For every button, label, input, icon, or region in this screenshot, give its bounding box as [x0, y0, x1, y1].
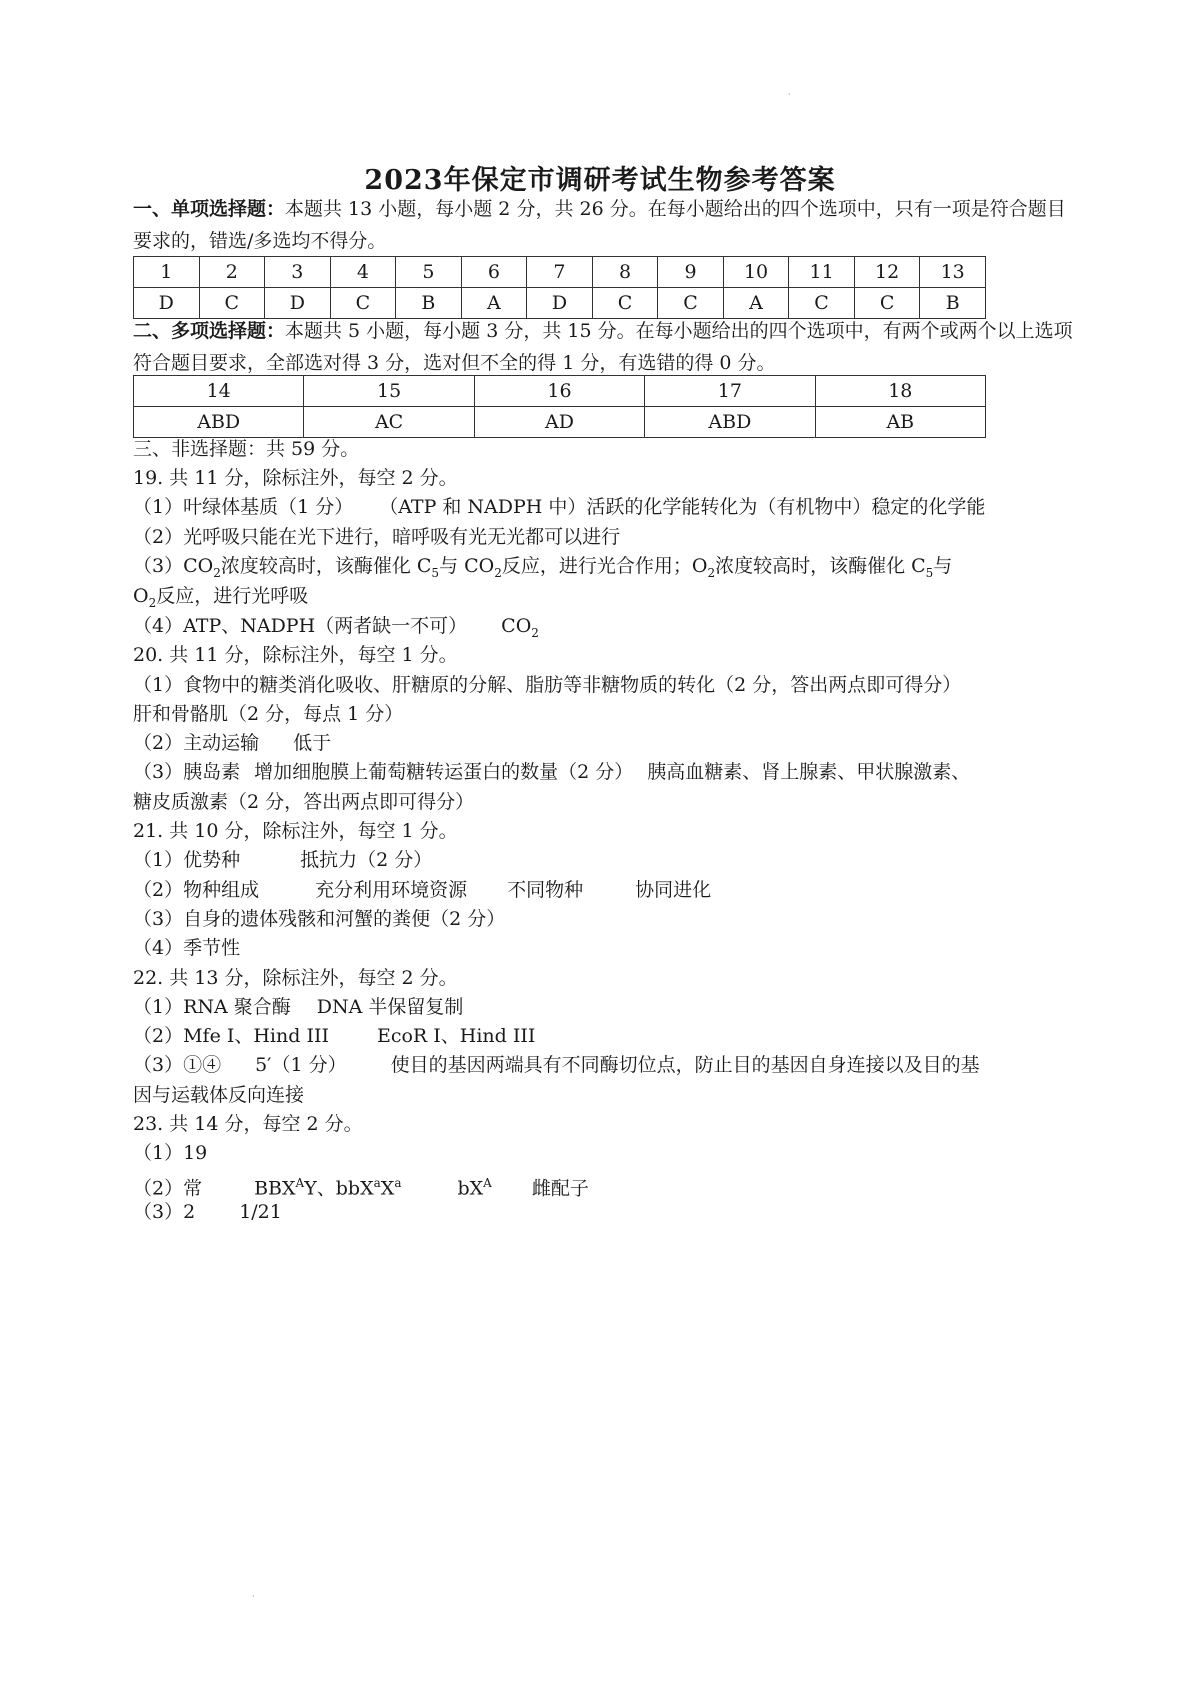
scan-speck: · [788, 90, 791, 99]
section1-numbers-cell: 2 [199, 257, 265, 288]
section1-answers-cell: C [789, 288, 855, 319]
section1-number-row [134, 257, 986, 288]
subscript: 2 [148, 595, 157, 610]
section1-numbers-cell: 1 [134, 257, 200, 288]
section1-instructions [133, 194, 1073, 257]
section1-numbers-cell: 3 [265, 257, 331, 288]
scan-speck: · [252, 1592, 255, 1601]
section1-numbers-cell: 7 [527, 257, 593, 288]
superscript: a [373, 1176, 381, 1190]
section2-numbers-cell: 16 [474, 376, 644, 407]
section1-numbers-cell: 8 [592, 257, 658, 288]
section1-numbers-cell: 9 [658, 257, 724, 288]
q21-answer-1a: （1）优势种 [133, 849, 241, 871]
q23-answer-3 [133, 1197, 1093, 1227]
q22-answer-1 [133, 992, 1093, 1022]
section3-text: 共 59 分。 [266, 438, 360, 460]
q23-head: 23. 共 14 分，每空 2 分。 [133, 1113, 363, 1135]
page-title: 2023年保定市调研考试生物参考答案 [364, 165, 836, 196]
section1-text: 本题共 13 小题，每小题 2 分，共 26 分。在每小题给出的四个选项中，只有一项是符合题目要求的，错选/多选均不得分。 [133, 198, 1066, 252]
q23-answer-2d: 雌配子 [531, 1177, 589, 1200]
q19-answer-1 [133, 492, 1093, 522]
q20-answer-1b: 肝和骨骼肌（2 分，每点 1 分） [133, 703, 404, 725]
q22-answer-2a: （2）Mfe I、Hind III [133, 1025, 329, 1047]
q21-answer-3: （3）自身的遗体残骸和河蟹的粪便（2 分） [133, 908, 506, 930]
section2-number-row [134, 376, 986, 407]
superscript: A [483, 1176, 492, 1190]
section2-answer-row [134, 407, 986, 438]
q20-answer-3-cont: 糖皮质激素（2 分，答出两点即可得分） [133, 791, 475, 813]
q21-answer-2c: 不同物种 [507, 879, 584, 901]
section1-answers-cell: D [134, 288, 200, 319]
q19-a3-part: 浓度较高时，该酶催化 C [220, 555, 432, 577]
section1-answers-cell: C [330, 288, 396, 319]
section2-answer-table [133, 375, 986, 438]
q22-answer-3 [133, 1050, 1093, 1080]
q22-answer-3-cont: 因与运载体反向连接 [133, 1084, 305, 1106]
q21-answer-4: （4）季节性 [133, 937, 241, 959]
section1-answers-cell: C [199, 288, 265, 319]
section3-label: 三、非选择题： [133, 438, 267, 460]
section2-numbers-cell: 18 [815, 376, 985, 407]
q19-a3-part: 反应，进行光合作用；O [501, 555, 708, 577]
q20-answer-2a: （2）主动运输 [133, 732, 260, 754]
section1-answers-cell: C [592, 288, 658, 319]
section2-label: 二、多项选择题： [133, 320, 286, 342]
subscript: 2 [707, 565, 716, 580]
q23-answer-1: （1）19 [133, 1142, 208, 1164]
q21-answer-1b: 抵抗力（2 分） [300, 849, 433, 871]
section2-numbers-cell: 14 [134, 376, 304, 407]
section2-answers-cell: AB [815, 407, 985, 438]
section1-numbers-cell: 13 [920, 257, 986, 288]
section1-numbers-cell: 12 [854, 257, 920, 288]
q20-answer-3c: 胰高血糖素、肾上腺素、甲状腺激素、 [647, 761, 971, 783]
section1-numbers-cell: 5 [396, 257, 462, 288]
q21-answer-2 [133, 875, 1093, 905]
q19-a3-part: 反应，进行光呼吸 [156, 585, 309, 607]
section1-answers-cell: A [723, 288, 789, 319]
q22-answer-1a: （1）RNA 聚合酶 [133, 996, 291, 1018]
section1-numbers-cell: 4 [330, 257, 396, 288]
q20-answer-3 [133, 757, 1093, 787]
section2-answers-cell: ABD [134, 407, 304, 438]
section1-answers-cell: B [920, 288, 986, 319]
q20-answer-3b: 增加细胞膜上葡萄糖转运蛋白的数量（2 分） [254, 761, 634, 783]
q20-answer-2b: 低于 [293, 732, 332, 754]
section1-answers-cell: D [265, 288, 331, 319]
q19-a3-part: O [133, 585, 149, 607]
section1-answers-cell: A [461, 288, 527, 319]
q21-answer-1 [133, 845, 1093, 875]
q22-answer-3c: 使目的基因两端具有不同酶切位点，防止目的基因自身连接以及目的基 [390, 1054, 980, 1076]
section2-answers-cell: AC [304, 407, 474, 438]
q22-answer-1b: DNA 半保留复制 [316, 996, 464, 1018]
q21-answer-2a: （2）物种组成 [133, 879, 260, 901]
section1-numbers-cell: 6 [461, 257, 527, 288]
q22-answer-2b: EcoR I、Hind III [376, 1025, 536, 1047]
subscript: 2 [494, 565, 502, 580]
section1-answers-cell: C [658, 288, 724, 319]
genotype-part: bX [457, 1177, 484, 1200]
q21-head: 21. 共 10 分，除标注外，每空 1 分。 [133, 820, 458, 842]
q22-answer-3a: （3）①④ [133, 1054, 222, 1076]
section2-answers-cell: AD [474, 407, 644, 438]
q21-answer-2d: 协同进化 [635, 879, 712, 901]
q20-answer-1: （1）食物中的糖类消化吸收、肝糖原的分解、脂肪等非糖物质的转化（2 分，答出两点即可得分） [133, 674, 962, 696]
section1-numbers-cell: 11 [789, 257, 855, 288]
q21-answer-2b: 充分利用环境资源 [315, 879, 468, 901]
section2-text: 本题共 5 小题，每小题 3 分，共 15 分。在每小题给出的四个选项中，有两个或两个以上选项符合题目要求，全部选对得 3 分，选对但不全的得 1 分，有选错的得 0 分。 [133, 320, 1073, 374]
section1-answers-cell: B [396, 288, 462, 319]
section1-answers-cell: C [854, 288, 920, 319]
section1-answer-row [134, 288, 986, 319]
q19-answer-1b: （ATP 和 NADPH 中）活跃的化学能转化为（有机物中）稳定的化学能 [379, 496, 986, 518]
q19-head: 19. 共 11 分，除标注外，每空 2 分。 [133, 467, 458, 489]
q19-a3-part: 浓度较高时，该酶催化 C [715, 555, 926, 577]
section1-numbers-cell: 10 [723, 257, 789, 288]
q19-a3-part: 与 [933, 555, 953, 577]
q23-answer-3a: （3）2 [133, 1201, 196, 1223]
q19-answer-2: （2）光呼吸只能在光下进行，暗呼吸有光无光都可以进行 [133, 526, 621, 548]
section1-answer-table [133, 256, 986, 319]
q22-head: 22. 共 13 分，除标注外，每空 2 分。 [133, 967, 458, 989]
q19-a3-part: （3）CO [133, 555, 214, 577]
q20-answer-3a: （3）胰岛素 [133, 761, 241, 783]
genotype-part: Y、bbX [304, 1177, 374, 1200]
section2-numbers-cell: 15 [304, 376, 474, 407]
subscript: 5 [431, 565, 440, 580]
q23-answer-2a: （2）常 [133, 1177, 203, 1200]
q19-answer-1a: （1）叶绿体基质（1 分） [133, 496, 354, 518]
section2-answers-cell: ABD [645, 407, 815, 438]
q22-answer-2 [133, 1021, 1093, 1051]
subscript: 2 [213, 565, 221, 580]
subscript: 5 [925, 565, 934, 580]
q19-answer-4a: （4）ATP、NADPH（两者缺一不可） [133, 615, 468, 637]
subscript: 2 [531, 625, 539, 640]
section2-instructions [133, 316, 1073, 379]
section3-header [133, 434, 1093, 464]
superscript: a [394, 1176, 402, 1190]
q20-head: 20. 共 11 分，除标注外，每空 1 分。 [133, 644, 458, 666]
q19-answer-4b: CO [501, 615, 532, 637]
q23-answer-3b: 1/21 [239, 1201, 282, 1223]
section1-label: 一、单项选择题： [133, 198, 286, 220]
superscript: A [295, 1176, 305, 1190]
q20-answer-2 [133, 728, 1093, 758]
q19-a3-part: 与 CO [439, 555, 495, 577]
genotype-part: BBX [254, 1177, 296, 1200]
genotype-part: X [380, 1177, 395, 1200]
q22-answer-3b: 5′（1 分） [255, 1054, 347, 1076]
section2-numbers-cell: 17 [645, 376, 815, 407]
section1-answers-cell: D [527, 288, 593, 319]
